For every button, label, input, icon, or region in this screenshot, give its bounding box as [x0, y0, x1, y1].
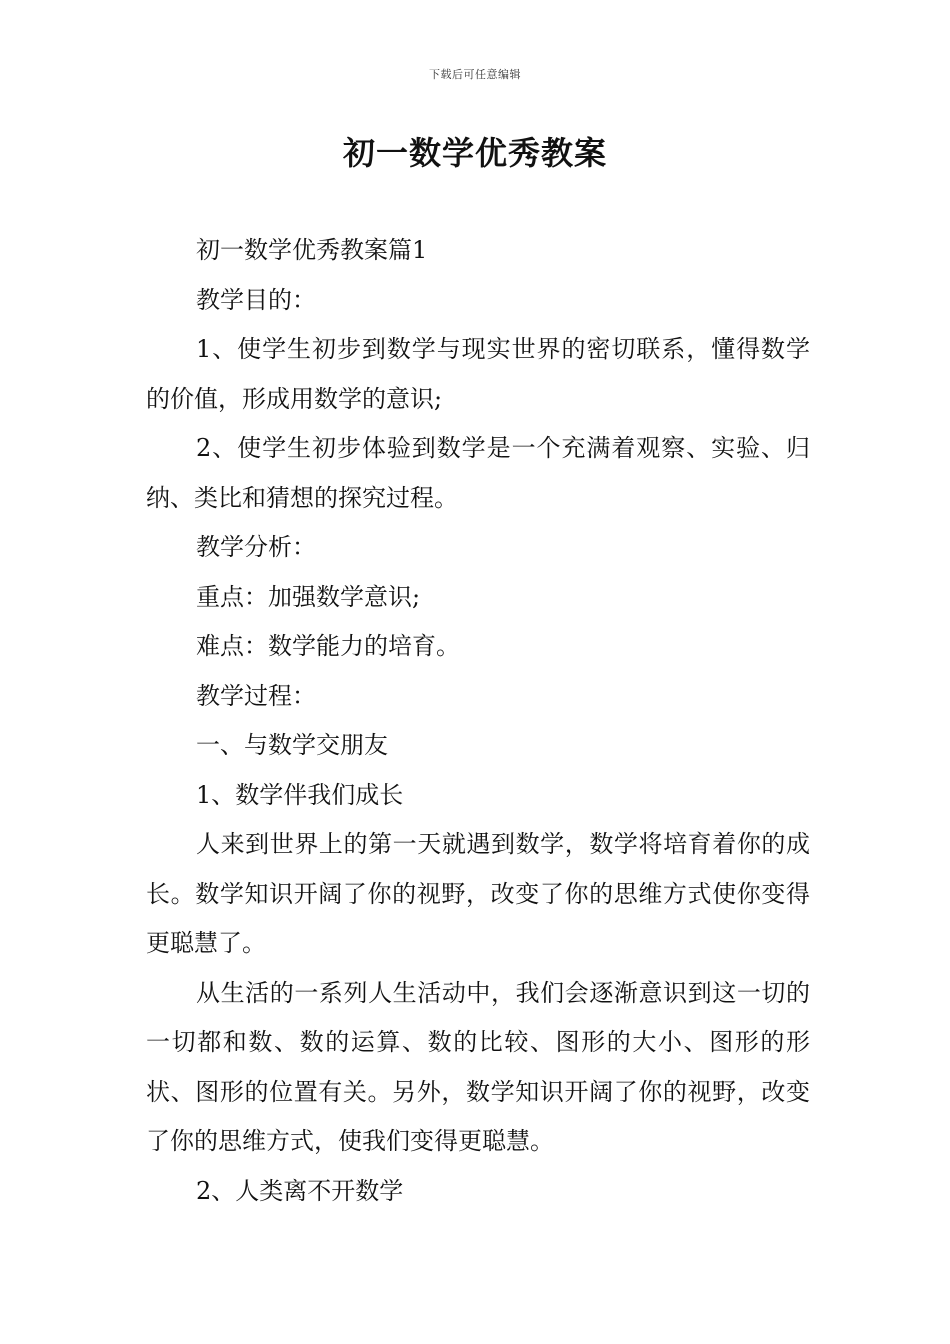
paragraph: 教学过程：: [196, 681, 316, 710]
paragraph: 2、人类离不开数学: [196, 1176, 404, 1205]
paragraph: 1、数学伴我们成长: [196, 780, 404, 809]
paragraph: 2、使学生初步体验到数学是一个充满着观察、实验、归纳、类比和猜想的探究过程。: [146, 434, 810, 512]
paragraph: 难点：数学能力的培育。: [196, 632, 460, 660]
paragraph: 人来到世界上的第一天就遇到数学，数学将培育着你的成长。数学知识开阔了你的视野，改变了你的思维方式使你变得更聪慧了。: [146, 830, 810, 957]
paragraph: 教学目的：: [196, 285, 316, 314]
document-body: [146, 226, 810, 1216]
section-heading: 初一数学优秀教案篇1: [196, 236, 428, 264]
paragraph: 从生活的一系列人生活动中，我们会逐渐意识到这一切的一切都和数、数的运算、数的比较、图形的大小、图形的形状、图形的位置有关。另外，数学知识开阔了你的视野，改变了你的思维方式，使我们变得更聪慧。: [146, 978, 810, 1155]
paragraph: 一、与数学交朋友: [196, 731, 388, 759]
paragraph: 重点：加强数学意识;: [196, 582, 421, 611]
paragraph: 教学分析：: [196, 533, 316, 561]
document-title: 初一数学优秀教案: [342, 134, 607, 172]
header-note: 下载后可任意编辑: [429, 68, 521, 81]
paragraph: 1、使学生初步到数学与现实世界的密切联系，懂得数学的价值，形成用数学的意识;: [146, 335, 810, 413]
